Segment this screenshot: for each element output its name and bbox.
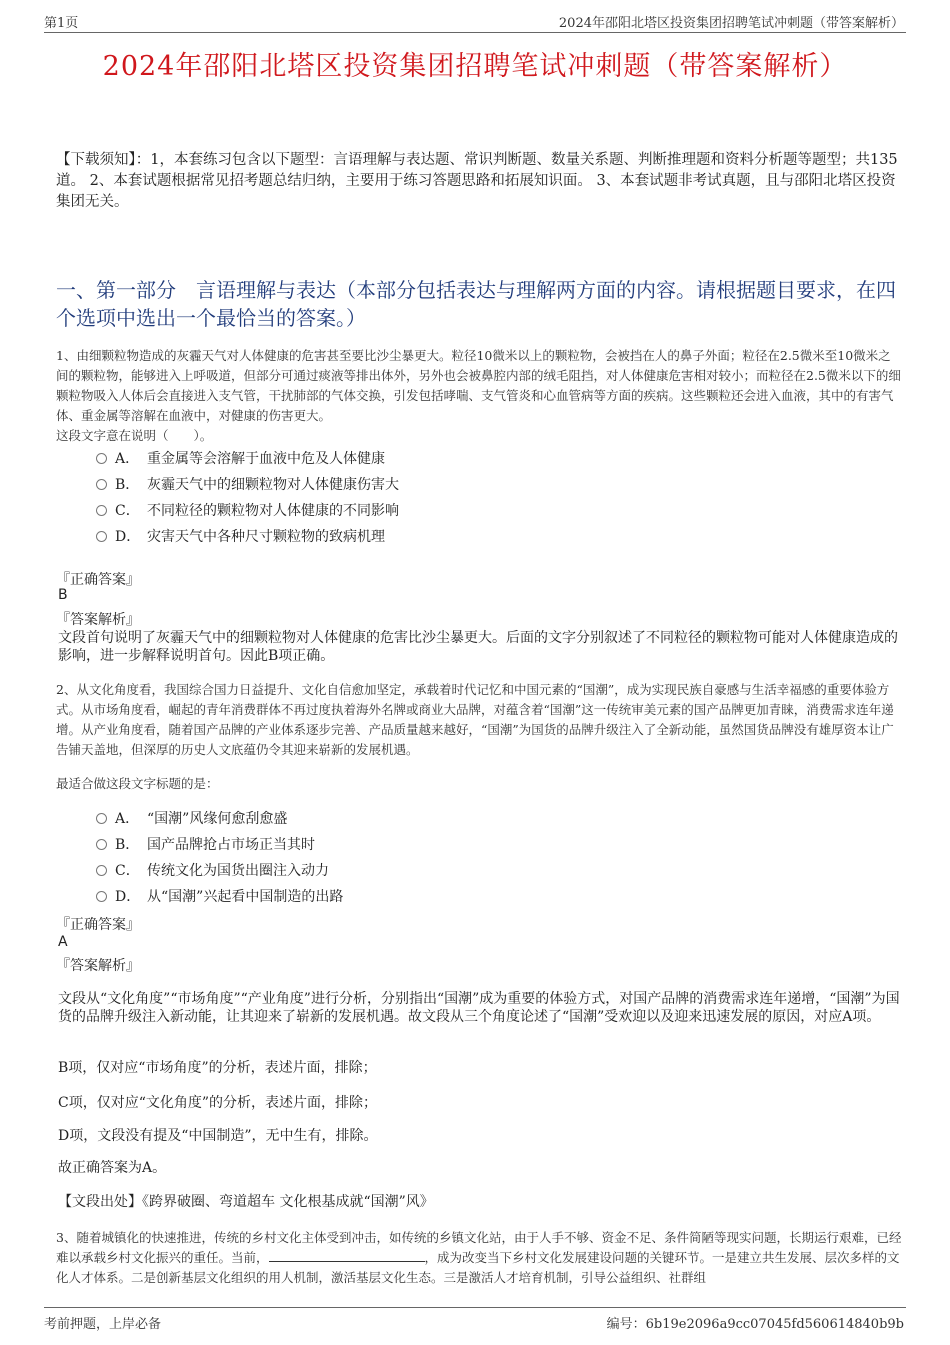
radio-icon[interactable] <box>96 453 107 464</box>
q2-answer-label: 『正确答案』 <box>56 917 140 933</box>
fill-blank <box>269 1249 425 1262</box>
radio-icon[interactable] <box>96 891 107 902</box>
q2-c-note: C项，仅对应“文化角度”的分析，表述片面，排除； <box>58 1095 378 1111</box>
section-title: 一、第一部分 言语理解与表达（本部分包括表达与理解两方面的内容。请根据题目要求，在四个选项中选出一个最恰当的答案。） <box>56 278 896 330</box>
q2-text: 2、从文化角度看，我国综合国力日益提升、文化自信愈加坚定，承载着时代记忆和中国元素的“国潮”，成为实现民族自豪感与生活幸福感的重要体验方式。从市场角度看，崛起的青年消费群体不再过度执着海外名牌或商业大品牌，对蕴含着“国潮”这一传统审美元素的国产品牌更加青睐，消费需求连年递增。从产业角度看，随着国产品牌的产业体系逐步完善、产品质量越来越好，“国潮”为国货的品牌升级注入了全新动能，虽然国货品牌没有雄厚资本让广告铺天盖地，但深厚的历史人文底蕴仍令其迎来崭新的发展机遇。 <box>56 682 894 757</box>
footer-doc-id: 编号：6b19e2096a9cc07045fd560614840b9b <box>606 1317 904 1332</box>
q2-d-note: D项，文段没有提及“中国制造”，无中生有，排除。 <box>58 1128 378 1144</box>
page-title: 2024年邵阳北塔区投资集团招聘笔试冲刺题（带答案解析） <box>102 51 848 82</box>
q1-answer: B <box>58 587 68 603</box>
radio-icon[interactable] <box>96 505 107 516</box>
header-divider <box>44 32 906 33</box>
footer-slogan: 考前押题，上岸必备 <box>44 1317 162 1332</box>
q1-analysis-label: 『答案解析』 <box>56 612 140 628</box>
q2-analysis-label: 『答案解析』 <box>56 958 140 974</box>
q1-option-b[interactable]: B． 灰霾天气中的细颗粒物对人体健康伤害大 <box>96 473 399 497</box>
q1-text: 1、由细颗粒物造成的灰霾天气对人体健康的危害甚至要比沙尘暴更大。粒径10微米以上的颗粒物，会被挡在人的鼻子外面；粒径在2.5微米至10微米之间的颗粒物，能够进入上呼吸道，但部分可通过痰液等排出体外，另外也会被鼻腔内部的绒毛阻挡，对人体健康危害相对较小；而粒径在2.5微米以下的细颗粒物吸入人体后会直接进入支气管，干扰肺部的气体交换，引发包括哮喘、支气管炎和心血管病等方面的疾病。这些颗粒还会进入血液，其中的有害气体、重金属等溶解在血液中，对健康的伤害更大。 <box>56 348 901 423</box>
radio-icon[interactable] <box>96 531 107 542</box>
q2-prompt: 最适合做这段文字标题的是： <box>56 776 219 791</box>
q2-b-note: B项，仅对应“市场角度”的分析，表述片面，排除； <box>58 1060 377 1076</box>
header-doc-title: 2024年邵阳北塔区投资集团招聘笔试冲刺题（带答案解析） <box>558 16 904 31</box>
q1-option-a[interactable]: A． 重金属等会溶解于血液中危及人体健康 <box>96 447 385 471</box>
header-page-label: 第1页 <box>44 16 79 31</box>
radio-icon[interactable] <box>96 865 107 876</box>
q2-answer: A <box>58 934 68 950</box>
q1-option-c[interactable]: C． 不同粒径的颗粒物对人体健康的不同影响 <box>96 499 399 523</box>
q3-text: 3、随着城镇化的快速推进，传统的乡村文化主体受到冲击，如传统的乡镇文化站，由于人手不够、资金不足、条件简陋等现实问题，长期运行艰难，已经难以承载乡村文化振兴的重任。当前， ，成为改变当下乡村文化发展建设问题的关键环节。一是建立共生发展、层次多样的文化人才体系。二是创新基层文化组织的用人机制，激活基层文化生态。三是激活人才培育机制，引导公益组织、社群组 <box>56 1230 902 1285</box>
q2-option-c[interactable]: C． 传统文化为国货出圈注入动力 <box>96 859 329 883</box>
q1-analysis: 文段首句说明了灰霾天气中的细颗粒物对人体健康的危害比沙尘暴更大。后面的文字分别叙述了不同粒径的颗粒物可能对人体健康造成的影响，进一步解释说明首句。因此B项正确。 <box>58 630 898 664</box>
radio-icon[interactable] <box>96 813 107 824</box>
footer-divider <box>44 1307 906 1308</box>
download-notice: 【下载须知】：1，本套练习包含以下题型：言语理解与表达题、常识判断题、数量关系题、判断推理题和资料分析题等题型；共135道。 2、本套试题根据常见招考题总结归纳，主要用于练习答题思路和拓展知识面。 3、本套试题非考试真题，且与邵阳北塔区投资集团无关。 <box>56 152 898 210</box>
q1-option-d[interactable]: D． 灾害天气中各种尺寸颗粒物的致病机理 <box>96 525 385 549</box>
q2-analysis: 文段从“文化角度”“市场角度”“产业角度”进行分析，分别指出“国潮”成为重要的体验方式，对国产品牌的消费需求连年递增，“国潮”为国货的品牌升级注入新动能，让其迎来了崭新的发展机遇。故文段从三个角度论述了“国潮”受欢迎以及迎来迅速发展的原因，对应A项。 <box>58 991 900 1025</box>
q2-option-d[interactable]: D． 从“国潮”兴起看中国制造的出路 <box>96 885 343 909</box>
q2-option-b[interactable]: B． 国产品牌抢占市场正当其时 <box>96 833 315 857</box>
radio-icon[interactable] <box>96 839 107 850</box>
radio-icon[interactable] <box>96 479 107 490</box>
q2-conclusion: 故正确答案为A。 <box>58 1160 167 1176</box>
q2-option-a[interactable]: A． “国潮”风缘何愈刮愈盛 <box>96 807 287 831</box>
q2-source: 【文段出处】《跨界破圈、弯道超车 文化根基成就“国潮”风》 <box>58 1194 434 1210</box>
q1-prompt: 这段文字意在说明（ ）。 <box>56 428 213 443</box>
q1-answer-label: 『正确答案』 <box>56 572 140 588</box>
